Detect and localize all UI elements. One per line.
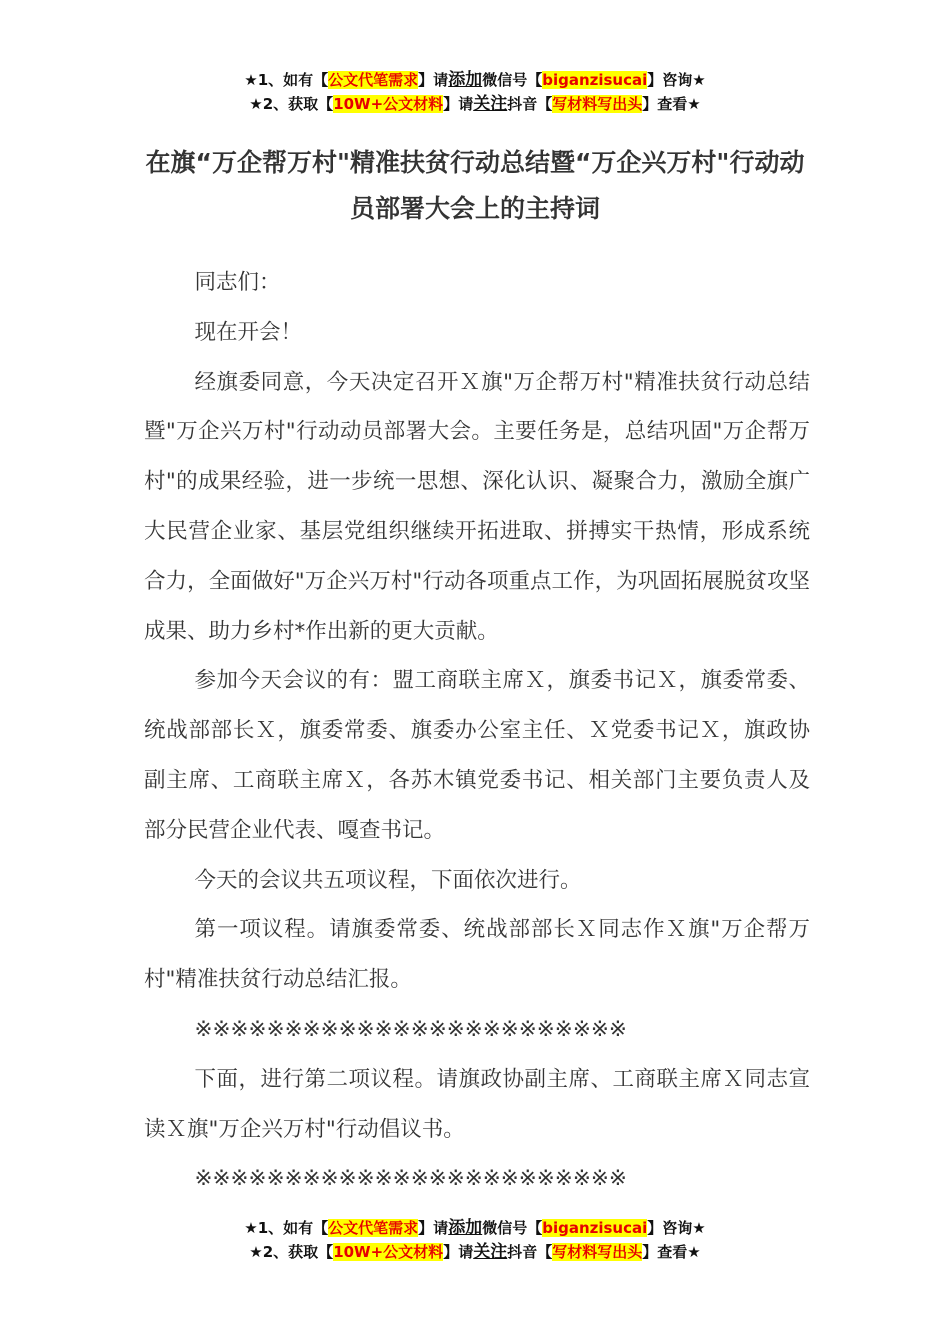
paragraph: 下面，进行第二项议程。请旗政协副主席、工商联主席Ｘ同志宣读Ｘ旗"万企兴万村"行动倡议书。	[144, 1066, 810, 1142]
ad-highlight: 10W+公文材料	[333, 1243, 444, 1261]
ad-text: 】咨询★	[647, 1219, 706, 1237]
footer-ad	[0, 1216, 950, 1264]
ad-highlight: 10W+公文材料	[333, 95, 444, 113]
ad-underline: 添加	[448, 1218, 483, 1238]
ad-douyin-id: 写材料写出头	[552, 95, 643, 113]
ad-text: 】查看★	[642, 95, 701, 113]
ad-highlight: 公文代笔需求	[328, 71, 419, 89]
paragraph: 今天的会议共五项议程，下面依次进行。	[194, 867, 582, 893]
ad-text: 抖音【	[507, 1243, 553, 1261]
ad-wechat-id: biganzisucai	[542, 71, 648, 89]
footer-ad-line-1	[0, 1216, 950, 1240]
separator-line: ※※※※※※※※※※※※※※※※※※※※※※※※	[194, 1166, 627, 1192]
header-ad-line-2	[0, 92, 950, 116]
ad-underline: 添加	[448, 70, 483, 90]
ad-wechat-id: biganzisucai	[542, 1219, 648, 1237]
ad-text: ★2、获取【	[249, 95, 334, 113]
ad-text: 】请	[418, 1219, 449, 1237]
ad-text: 】查看★	[642, 1243, 701, 1261]
ad-text: 微信号【	[482, 1219, 543, 1237]
header-ad	[0, 68, 950, 116]
ad-text: ★1、如有【	[244, 71, 329, 89]
paragraph: 现在开会！	[194, 319, 303, 345]
footer-ad-line-2	[0, 1240, 950, 1264]
ad-text: 抖音【	[507, 95, 553, 113]
document-title: 在旗“万企帮万村"精准扶贫行动总结暨“万企兴万村"行动动员部署大会上的主持词	[145, 148, 805, 223]
paragraph: 第一项议程。请旗委常委、统战部部长Ｘ同志作Ｘ旗"万企帮万村"精准扶贫行动总结汇报。	[144, 917, 810, 993]
separator-line: ※※※※※※※※※※※※※※※※※※※※※※※※	[194, 1016, 627, 1042]
ad-text: 】请	[443, 95, 474, 113]
paragraph: 参加今天会议的有：盟工商联主席Ｘ，旗委书记Ｘ，旗委常委、统战部部长Ｘ，旗委常委、旗委办公室主任、Ｘ党委书记Ｘ，旗政协副主席、工商联主席Ｘ，各苏木镇党委书记、相关部门主要负责人及部分民营企业代表、嘎查书记。	[144, 668, 810, 843]
ad-text: 】请	[443, 1243, 474, 1261]
ad-text: ★1、如有【	[244, 1219, 329, 1237]
ad-text: 微信号【	[482, 71, 543, 89]
document-body	[144, 258, 810, 1204]
header-ad-line-1	[0, 68, 950, 92]
ad-underline: 关注	[473, 1242, 508, 1262]
ad-text: ★2、获取【	[249, 1243, 334, 1261]
ad-text: 】请	[418, 71, 449, 89]
ad-underline: 关注	[473, 94, 508, 114]
ad-text: 】咨询★	[647, 71, 706, 89]
paragraph: 同志们：	[194, 270, 281, 295]
ad-highlight: 公文代笔需求	[328, 1219, 419, 1237]
ad-douyin-id: 写材料写出头	[552, 1243, 643, 1261]
paragraph: 经旗委同意，今天决定召开Ｘ旗"万企帮万村"精准扶贫行动总结暨"万企兴万村"行动动员部署大会。主要任务是，总结巩固"万企帮万村"的成果经验，进一步统一思想、深化认识、凝聚合力，激励全旗广大民营企业家、基层党组织继续开拓进取、拼搏实干热情，形成系统合力，全面做好"万企兴万村"行动各项重点工作，为巩固拓展脱贫攻坚成果、助力乡村*作出新的更大贡献。	[144, 369, 810, 644]
